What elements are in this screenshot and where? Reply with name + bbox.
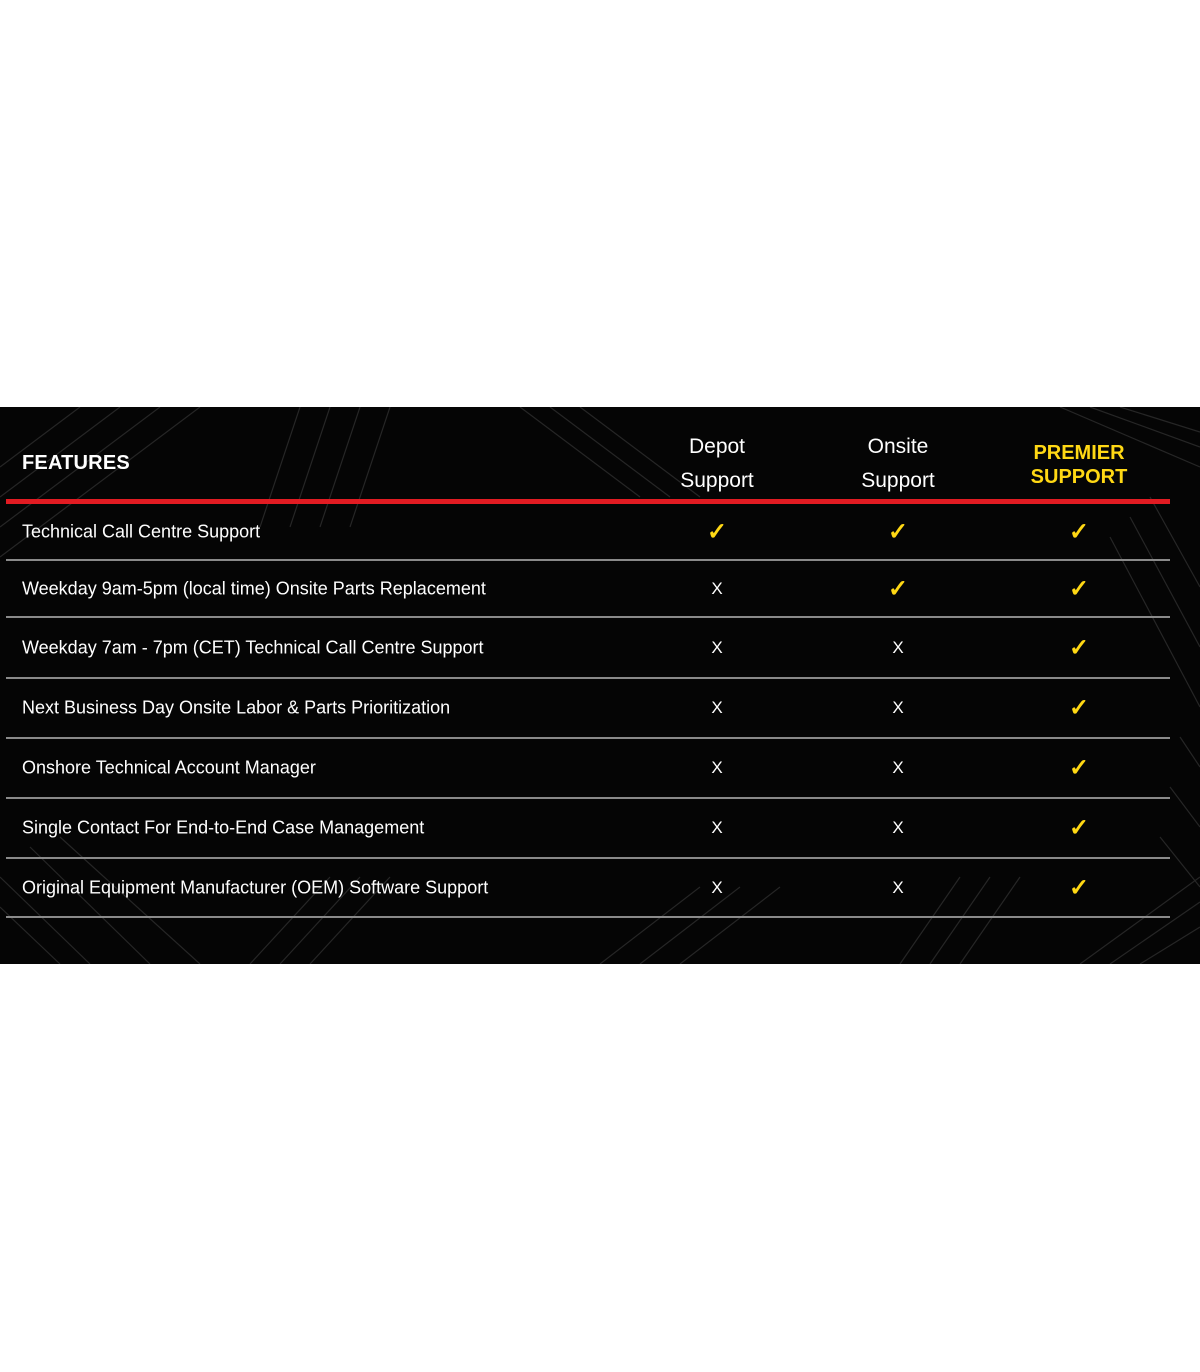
- table-row: [6, 561, 1170, 618]
- checkmark-icon: ✓: [1068, 518, 1090, 545]
- feature-label: Onshore Technical Account Manager: [22, 757, 316, 778]
- feature-label: Technical Call Centre Support: [22, 521, 261, 541]
- checkmark-icon: ✓: [887, 518, 909, 545]
- checkmark-icon: ✓: [1068, 575, 1090, 602]
- feature-label: Weekday 7am - 7pm (CET) Technical Call Centre Support: [22, 637, 484, 657]
- column-header-premier-line1: PREMIER: [1033, 442, 1125, 464]
- features-heading: FEATURES: [22, 452, 130, 474]
- x-mark-icon: X: [892, 877, 904, 897]
- x-mark-icon: X: [711, 578, 723, 598]
- table-row: [6, 504, 1170, 561]
- x-mark-icon: X: [892, 698, 904, 717]
- checkmark-icon: ✓: [1068, 754, 1090, 782]
- checkmark-icon: ✓: [1068, 874, 1090, 901]
- table-row: [6, 679, 1170, 739]
- table-row: [6, 859, 1170, 918]
- x-mark-icon: X: [711, 758, 723, 777]
- column-header-premier: [994, 441, 1164, 489]
- column-header-onsite-line2: Support: [861, 469, 935, 492]
- feature-label: Original Equipment Manufacturer (OEM) Software Support: [22, 877, 489, 897]
- column-header-premier-line2: SUPPORT: [1030, 466, 1128, 488]
- column-header-depot-line1: Depot: [688, 435, 746, 458]
- column-header-depot-line2: Support: [680, 469, 754, 492]
- x-mark-icon: X: [711, 637, 723, 657]
- feature-label: Weekday 9am-5pm (local time) Onsite Parts Replacement: [22, 578, 486, 598]
- checkmark-icon: ✓: [1068, 814, 1090, 842]
- feature-rows: [6, 504, 1170, 918]
- x-mark-icon: X: [711, 877, 723, 897]
- checkmark-icon: ✓: [1068, 634, 1090, 661]
- checkmark-icon: ✓: [706, 518, 728, 545]
- column-header-onsite-line1: Onsite: [867, 435, 929, 458]
- feature-label: Next Business Day Onsite Labor & Parts Prioritization: [22, 697, 451, 718]
- comparison-panel: [0, 407, 1200, 964]
- table-row: [6, 618, 1170, 679]
- table-row: [6, 739, 1170, 799]
- column-header-onsite: [813, 430, 983, 498]
- x-mark-icon: X: [892, 818, 904, 837]
- x-mark-icon: X: [711, 818, 723, 837]
- checkmark-icon: ✓: [887, 575, 909, 602]
- x-mark-icon: X: [892, 637, 904, 657]
- table-header: [6, 407, 1170, 500]
- table-row: [6, 799, 1170, 859]
- feature-label: Single Contact For End-to-End Case Management: [22, 817, 425, 838]
- column-header-depot: [632, 430, 802, 498]
- checkmark-icon: ✓: [1068, 694, 1090, 722]
- x-mark-icon: X: [892, 758, 904, 777]
- x-mark-icon: X: [711, 698, 723, 717]
